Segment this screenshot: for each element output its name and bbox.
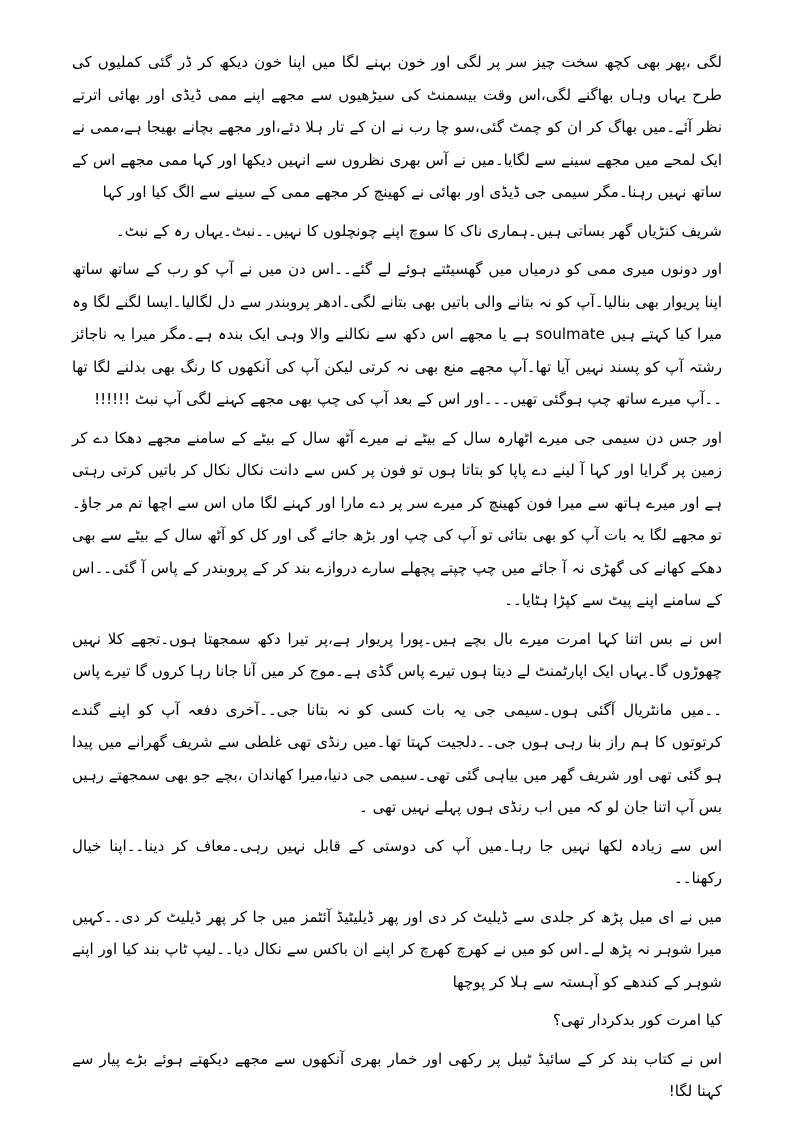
- paragraph-1: لگی ،پھر بھی کچھ سخت چیز سر پر لگی اور خون بہنے لگا میں اپنا خون دیکھ کر ڈر گئی کملیوں کی طرح یہاں وہاں بھاگنے لگی،اس وقت بیسمنٹ کی سیڑھیوں سے مجھے اپنے ممی ڈیڈی اور بھائی اترتے نظر آئے۔میں بھاگ کر ان کو چمٹ گئی،سو چا رب نے ان کے تار ہلا دئے،اور مجھے بچانے بھیجا ہے،ممی نے ایک لمحے میں مجھے سینے سے لگایا۔میں نے آس بھری نظروں سے انہیں دیکھا اور کہا ممی مجھے اس کے ساتھ نہیں رہنا۔مگر سیمی جی ڈیڈی اور بھائی نے کھینچ کر مجھے ممی کے سینے سے الگ کیا اور کہا: [72, 53, 722, 201]
- paragraph-7: اس سے زیادہ لکھا نہیں جا رہا۔میں آپ کی دوستی کے قابل نہیں رہی۔معاف کر دینا۔۔اپنا خیال رکھنا۔۔: [72, 836, 722, 887]
- document-page: [72, 46, 722, 1114]
- paragraph-4: اور جس دن سیمی جی میرے اٹھارہ سال کے بیٹے نے میرے آٹھ سال کے بیٹے کے سامنے مجھے دھکا دے کر زمین پر گرایا اور کہا آ لینے دے پاپا کو بتاتا ہوں تو فون پر کس سے دانت نکال نکال کر باتیں کرتی رہتی ہے اور میرے ہاتھ سے میرا فون کھینچ کر میرے سر پر دے مارا اور کہنے لگا ماں اس سے اچھا تم مر جاؤ۔تو مجھے لگا یہ بات آپ کو بھی بتائی تو آپ کی چپ اور بڑھ جائے گی اور کل کو آٹھ سال کے بیٹے سے بھی دھکے کھانے کی گھڑی نہ آ جائے میں چپ چپتے پچھلے سارے دروازے بند کر کے پروبندر کے پاس آ گئی۔۔اس کے سامنے اپنے پیٹ سے کپڑا ہٹایا۔۔: [72, 428, 722, 609]
- paragraph-8: میں نے ای میل پڑھ کر جلدی سے ڈیلیٹ کر دی اور پھر ڈیلیٹیڈ آئٹمز میں جا کر پھر ڈیلیٹ کر دی۔۔کہیں میرا شوہر نہ پڑھ لے۔اس کو میں نے کھرچ کھرچ کر اپنے ان باکس سے نکال دیا۔۔لیپ ٹاپ بند کیا اور اپنے شوہر کے کندھے کو آہستہ سے ہلا کر پوچھا: [72, 907, 722, 991]
- paragraph-3: اور دونوں میری ممی کو درمیاں میں گھسیٹتے ہوئے لے گئے۔۔اس دن میں نے آپ کو رب کے ساتھ ساتھ اپنا پریوار بھی بنالیا۔آپ کو نہ بتانے والی باتیں بھی بتانے لگی۔ادھر پروبندر سے دل لگالیا۔ایسا لگنے لگا وہ میرا کیا کہتے ہیں soulmate ہے یا مجھے اس دکھ سے نکالنے والا وہی ایک بندہ ہے۔مگر میرا یہ ناجائز رشتہ آپ کو پسند نہیں آیا تھا۔آپ مجھے منع بھی نہ کرتی لیکن آپ کی آنکھوں کا رنگ بھی بدلنے لگا تھا ۔۔آپ میرے ساتھ چپ ہوگئی تھیں۔۔۔اور اس کے بعد آپ کی چپ بھی مجھے کہنے لگی آپ نبٹ !!!!!!: [72, 260, 722, 408]
- paragraph-2: شریف کنڑیاں گھر بساتی ہیں۔ہماری ناک کا سوچ اپنے چونچلوں کا نہیں۔۔نبٹ۔یہاں رہ کے نبٹ۔: [116, 221, 722, 240]
- paragraph-5: اس نے بس اتنا کہا امرت میرے بال بچے ہیں۔پورا پریوار ہے،پر تیرا دکھ سمجھتا ہوں۔تجھے کلا نہیں چھوڑوں گا۔یہاں ایک اپارٹمنٹ لے دیتا ہوں تیرے پاس گڈی ہے۔موج کر میں آنا جانا رہا کروں گا تیرے پاس: [72, 629, 722, 680]
- paragraph-6: ۔۔میں مانٹریال آگئی ہوں۔سیمی جی یہ بات کسی کو نہ بتانا جی۔۔آخری دفعہ آپ کو اپنے گندے کرتوتوں کا ہم راز بنا رہی ہوں جی۔۔دلجیت کہتا تھا۔میں رنڈی تھی غلطی سے شریف گھرانے میں پیدا ہو گئی تھی اور شریف گھر میں بیاہی گئی تھی۔سیمی جی دنیا،میرا کھاندان ،بچے جو بھی سمجھتے رہیں بس آپ اتنا جان لو کہ میں اب رنڈی ہوں پہلے نہیں تھی ۔: [72, 700, 722, 816]
- paragraph-9: کیا امرت کور بدکردار تھی؟: [552, 1011, 722, 1029]
- paragraph-10: اس نے کتاب بند کر کے سائیڈ ٹیبل پر رکھی اور خمار بھری آنکھوں سے مجھے دیکھتے ہوئے بڑے پیار سے کہنا لگا!: [72, 1049, 722, 1100]
